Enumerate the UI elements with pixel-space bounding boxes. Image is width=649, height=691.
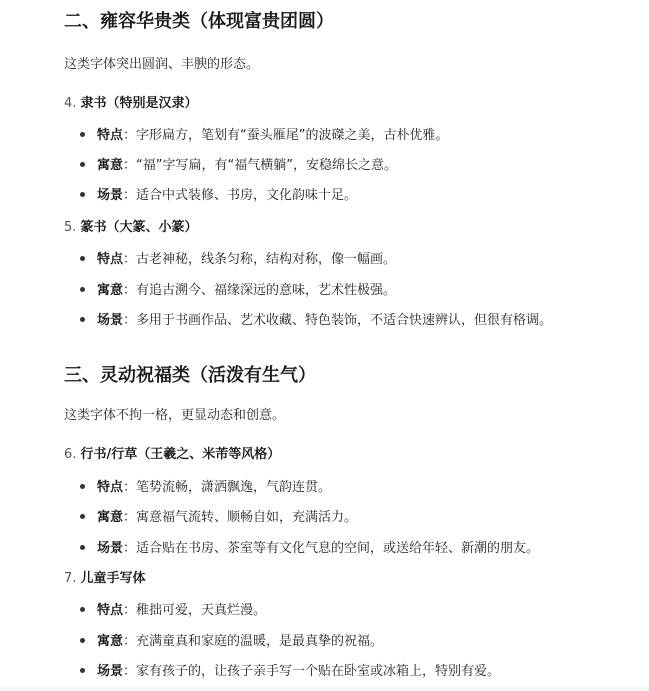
bullet-icon [80,256,85,261]
bullet-text: ：充满童真和家庭的温暖，是最真挚的祝福。 [123,634,384,649]
bullet-label: 寓意 [97,634,124,649]
bullet-text: ：字形扁方，笔划有“蚕头雁尾”的波磔之美，古朴优雅。 [123,128,449,143]
bullet-icon [80,192,85,197]
bullet-label: 特点 [97,252,124,267]
list-item [80,632,383,652]
item-name: 儿童手写体 [80,571,146,586]
list-item [80,478,331,498]
bullet-icon [80,545,85,550]
bullet-label: 场景 [97,541,124,556]
bullet-text: ：古老神秘，线条匀称，结构对称，像一幅画。 [123,252,397,267]
list-item-title [64,569,146,589]
bullet-label: 场景 [97,313,124,328]
section-heading: 二、雍容华贵类（体现富贵团圆） [64,11,334,32]
list-item-title [64,445,280,465]
item-name: 行书/行草（王羲之、米芾等风格） [80,447,281,462]
bullet-label: 场景 [97,664,124,679]
bullet-text: ：适合中式装修、书房，文化韵味十足。 [123,188,358,203]
item-number: 7. [64,571,77,586]
item-number: 4. [64,96,77,111]
bullet-icon [80,514,85,519]
list-item [80,126,449,146]
list-item-title [64,218,198,238]
bullet-text: ：适合贴在书房、茶室等有文化气息的空间，或送给年轻、新潮的朋友。 [123,541,540,556]
item-name: 隶书（特别是汉隶） [80,96,198,111]
section-heading: 三、灵动祝福类（活泼有生气） [64,365,316,386]
list-item [80,508,357,528]
list-item [80,539,539,559]
bullet-text: ：“福”字写扁，有“福气横躺”，安稳绵长之意。 [123,158,397,173]
list-item [80,281,396,301]
bullet-text: ：寓意福气流转、顺畅自如，充满活力。 [123,510,358,525]
bullet-icon [80,162,85,167]
bullet-label: 特点 [97,603,124,618]
item-number: 5. [64,220,77,235]
bullet-text: ：笔势流畅，潇洒飘逸，气韵连贯。 [123,480,332,495]
bullet-label: 寓意 [97,510,124,525]
bullet-icon [80,287,85,292]
list-item [80,186,357,206]
list-item [80,156,397,176]
bullet-icon [80,317,85,322]
section-intro: 这类字体突出圆润、丰腴的形态。 [64,57,260,72]
bullet-label: 特点 [97,480,124,495]
list-item [80,601,266,621]
item-number: 6. [64,447,77,462]
bullet-text: ：有追古溯今、福缘深远的意味，艺术性极强。 [123,283,397,298]
bullet-label: 场景 [97,188,124,203]
bullet-label: 特点 [97,128,124,143]
list-item-title [64,94,198,114]
list-item [80,662,500,682]
item-name: 篆书（大篆、小篆） [80,220,198,235]
bullet-text: ：多用于书画作品、艺术收藏、特色装饰，不适合快速辨认，但很有格调。 [123,313,553,328]
bullet-text: ：家有孩子的，让孩子亲手写一个贴在卧室或冰箱上，特别有爱。 [123,664,501,679]
bullet-text: ：稚拙可爱，天真烂漫。 [123,603,267,618]
bullet-icon [80,132,85,137]
bottom-fade [0,683,649,691]
section-intro: 这类字体不拘一格，更显动态和创意。 [64,408,286,423]
bullet-icon [80,668,85,673]
bullet-label: 寓意 [97,283,124,298]
bullet-icon [80,607,85,612]
bullet-icon [80,484,85,489]
bullet-icon [80,638,85,643]
bullet-label: 寓意 [97,158,124,173]
list-item [80,250,396,270]
list-item [80,311,552,331]
